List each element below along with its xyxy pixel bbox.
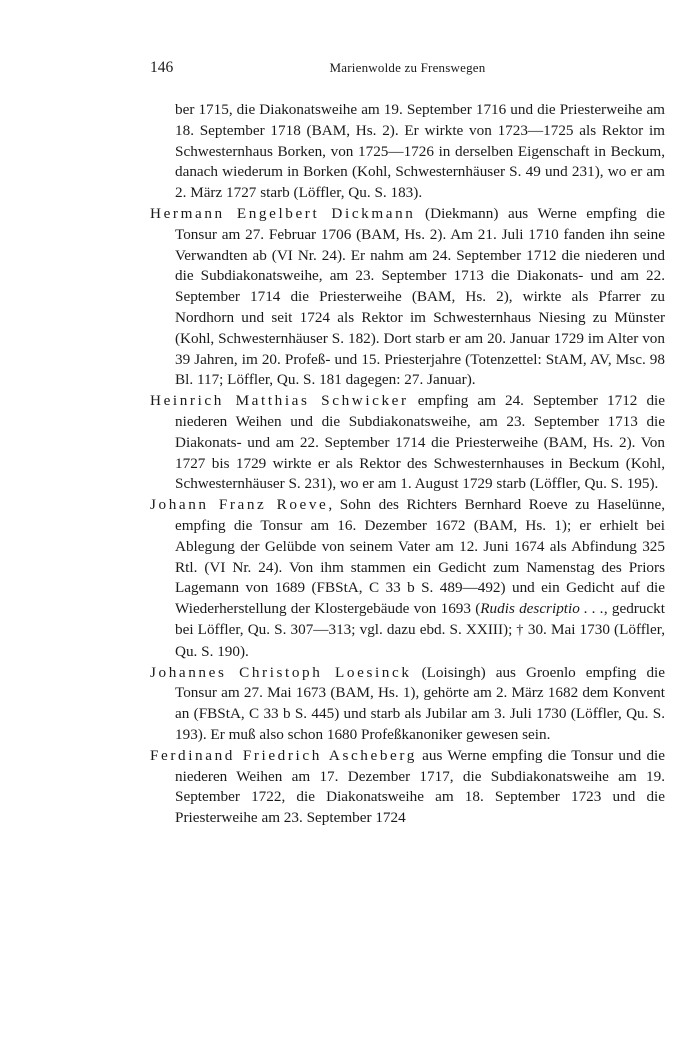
entry-hermann-engelbert-dickmann bbox=[150, 204, 665, 391]
person-name: Heinrich Matthias Schwicker bbox=[150, 392, 409, 410]
entry-text-continued: , gedruckt bei Löffler, Qu. S. 307—313; vgl. dazu ebd. S. XXIII); bbox=[175, 600, 665, 638]
page-header bbox=[150, 59, 665, 79]
entry-text: (Diekmann) aus Werne empfing die Tonsur am 27. Februar 1706 (BAM, Hs. 2). Am 21. Juli 1710 fanden ihn seine Verwandten ab (VI Nr. 24). Er nahm am 24. September 1712 die niederen und die Subdiakonatsweihe, am 23. September 1713 die Diakonats- und am 22. September 1714 die Priesterweihe (BAM, Hs. 2), wirkte als Pfarrer zu Nordhorn und seit 1724 als Rektor im Schwesternhaus Niesing zu Münster (Kohl, Schwesternhäuser S. 182). Dort starb er am 20. Januar 1729 im Alter von 39 Jahren, im 20. Profeß- und 15. Priesterjahre (Totenzettel: StAM, AV, Msc. 98 Bl. 117; Löffler, Qu. S. 181 dagegen: 27. Januar). bbox=[175, 204, 665, 389]
entry-text: empfing am 24. September 1712 die niederen Weihen und die Subdiakonatsweihe, am 23. September 1713 die Diakonats- und am 22. September 1714 die Priesterweihe (BAM, Hs. 2). Von 1727 bis 1729 wirkte er als Rektor des Schwesternhauses in Beckum (Kohl, Schwesternhäuser S. 231), wo er am 1. August 1729 starb (Löffler, Qu. S. 195). bbox=[175, 392, 665, 493]
entry-ferdinand-friedrich-ascheberg bbox=[150, 746, 665, 829]
page-number: 146 bbox=[150, 59, 174, 76]
person-name: Johannes Christoph Loesinck bbox=[150, 663, 412, 681]
dagger-symbol: † bbox=[516, 622, 524, 638]
person-name: Johann Franz Roeve bbox=[150, 496, 329, 514]
work-title: Rudis descriptio . . . bbox=[480, 600, 604, 618]
entry-text-end: 30. Mai 1730 (Löffler, Qu. S. 190). bbox=[175, 620, 666, 660]
person-name: Ferdinand Friedrich Ascheberg bbox=[150, 746, 417, 764]
entry-text: (Loisingh) aus Groenlo empfing die Tonsur am 27. Mai 1673 (BAM, Hs. 1), gehörte am 2. März 1682 dem Konvent an (FBStA, C 33 b S. 445) und starb als Jubilar am 3. Juli 1730 (Löffler, Qu. S. 193). Er muß also schon 1680 Profeßkanoniker gewesen sein. bbox=[175, 663, 665, 743]
page-body bbox=[150, 100, 665, 829]
entry-text: aus Werne empfing die Tonsur und die niederen Weihen am 17. Dezember 1717, die Subdiakonatsweihe am 19. September 1722, die Diakonatsweihe am 18. September 1723 und die Priesterweihe am 23. September 1724 bbox=[175, 746, 665, 827]
entry-heinrich-matthias-schwicker bbox=[150, 391, 665, 495]
entry-text: , Sohn des Richters Bernhard Roeve zu Haselünne, empfing die Tonsur am 16. Dezember 1672 (BAM, Hs. 1); er erhielt bei Ablegung der Gelübde von seinem Vater am 12. Juni 1674 als Abfindung 325 Rtl. (VI Nr. 24). Von ihm stammen ein Gedicht zum Namenstag des Priors Lagemann von 1689 (FBStA, C 33 b S. 489—492) und ein Gedicht auf die Wiederherstellung der Klostergebäude von 1693 ( bbox=[175, 496, 665, 618]
entry-text: ber 1715, die Diakonatsweihe am 19. September 1716 und die Priesterweihe am 18. September 1718 (BAM, Hs. 2). Er wirkte von 1723—1725 als Rektor im Schwesternhaus Borken, von 1725—1726 in derselben Eigenschaft in Beckum, danach wiederum in Borken (Kohl, Schwesternhäuser S. 49 und 231), wo er am 2. März 1727 starb (Löffler, Qu. S. 183). bbox=[175, 101, 665, 202]
entry-johann-franz-roeve bbox=[150, 495, 665, 662]
entry-johannes-christoph-loesinck bbox=[150, 663, 665, 746]
person-name: Hermann Engelbert Dickmann bbox=[150, 204, 416, 222]
running-title: Marienwolde zu Frenswegen bbox=[329, 60, 486, 75]
entry-continuation bbox=[150, 100, 665, 204]
